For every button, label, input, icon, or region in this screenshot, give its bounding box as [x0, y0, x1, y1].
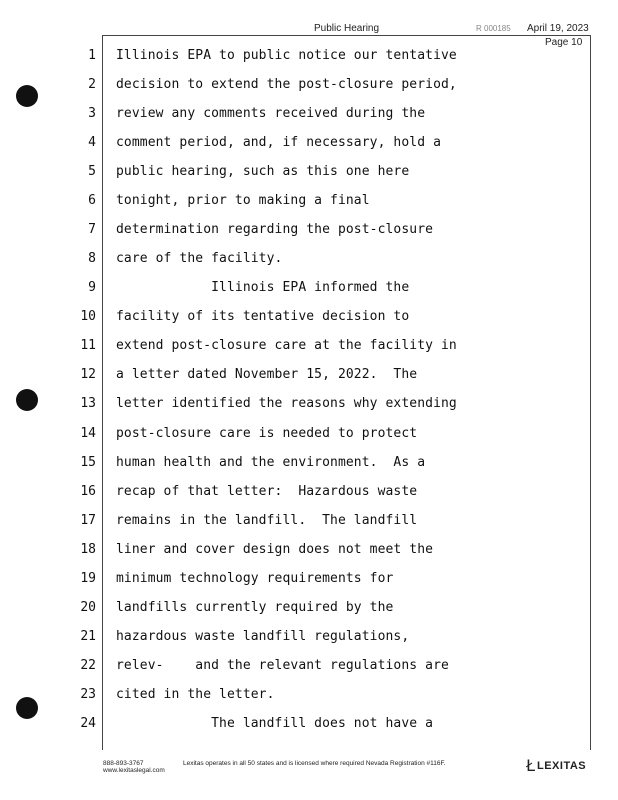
punch-hole-bottom — [16, 697, 38, 719]
lexitas-mark-icon: Ł — [526, 756, 535, 775]
transcript-line-text: decision to extend the post-closure period, — [116, 77, 457, 92]
transcript-line-text: letter identified the reasons why extending — [116, 396, 457, 411]
transcript-line-text: facility of its tentative decision to — [116, 309, 410, 324]
line-number: 21 — [80, 629, 96, 644]
line-number: 11 — [80, 338, 96, 353]
transcript-line-text: post-closure care is needed to protect — [116, 426, 418, 441]
line-number: 18 — [80, 542, 96, 557]
transcript-line-text: tonight, prior to making a final — [116, 193, 370, 208]
punch-hole-middle — [16, 389, 38, 411]
page-number: Page 10 — [545, 37, 583, 48]
line-number: 22 — [80, 658, 96, 673]
transcript-line-text: relev- and the relevant regulations are — [116, 658, 449, 673]
transcript-line-text: landfills currently required by the — [116, 600, 394, 615]
line-number: 3 — [88, 106, 96, 121]
transcript-line-text: Illinois EPA to public notice our tentative — [116, 48, 457, 63]
transcript-line-text: determination regarding the post-closure — [116, 222, 434, 237]
transcript-line-text: a letter dated November 15, 2022. The — [116, 367, 418, 382]
lexitas-logo — [526, 756, 586, 775]
footer-contact — [103, 760, 165, 774]
transcript-line-text: human health and the environment. As a — [116, 455, 426, 470]
transcript-line-text: comment period, and, if necessary, hold a — [116, 135, 441, 150]
line-number: 17 — [80, 513, 96, 528]
line-number: 14 — [80, 426, 96, 441]
footer-website: www.lexitaslegal.com — [103, 767, 165, 774]
line-number: 6 — [88, 193, 96, 208]
transcript-line-text: extend post-closure care at the facility in — [116, 338, 457, 353]
line-number: 23 — [80, 687, 96, 702]
transcript-line-text: care of the facility. — [116, 251, 283, 266]
line-number: 19 — [80, 571, 96, 586]
bates-number: R 000185 — [476, 24, 511, 33]
header-date: April 19, 2023 — [527, 23, 589, 34]
punch-hole-top — [16, 85, 38, 107]
transcript-line-text: review any comments received during the — [116, 106, 426, 121]
transcript-line-text: recap of that letter: Hazardous waste — [116, 484, 418, 499]
header-title: Public Hearing — [314, 23, 380, 34]
line-number: 2 — [88, 77, 96, 92]
transcript-line-text: Illinois EPA informed the — [116, 280, 410, 295]
transcript-line-text: minimum technology requirements for — [116, 571, 394, 586]
line-number: 9 — [88, 280, 96, 295]
line-number: 10 — [80, 309, 96, 324]
line-number: 5 — [88, 164, 96, 179]
line-number: 16 — [80, 484, 96, 499]
line-number: 7 — [88, 222, 96, 237]
line-number: 1 — [88, 48, 96, 63]
line-number: 15 — [80, 455, 96, 470]
line-number: 20 — [80, 600, 96, 615]
line-number: 24 — [80, 716, 96, 731]
transcript-line-text: remains in the landfill. The landfill — [116, 513, 418, 528]
transcript-line-text: hazardous waste landfill regulations, — [116, 629, 410, 644]
line-number: 13 — [80, 396, 96, 411]
lexitas-logo-text: LEXITAS — [537, 759, 587, 772]
footer-notice: Lexitas operates in all 50 states and is licensed where required Nevada Registration #116F. — [183, 760, 446, 767]
line-number: 4 — [88, 135, 96, 150]
transcript-line-text: public hearing, such as this one here — [116, 164, 410, 179]
transcript-line-text: liner and cover design does not meet the — [116, 542, 434, 557]
transcript-line-text: The landfill does not have a — [116, 716, 434, 731]
footer-phone: 888-893-3767 — [103, 760, 144, 767]
line-number: 12 — [80, 367, 96, 382]
transcript-line-text: cited in the letter. — [116, 687, 275, 702]
line-number: 8 — [88, 251, 96, 266]
